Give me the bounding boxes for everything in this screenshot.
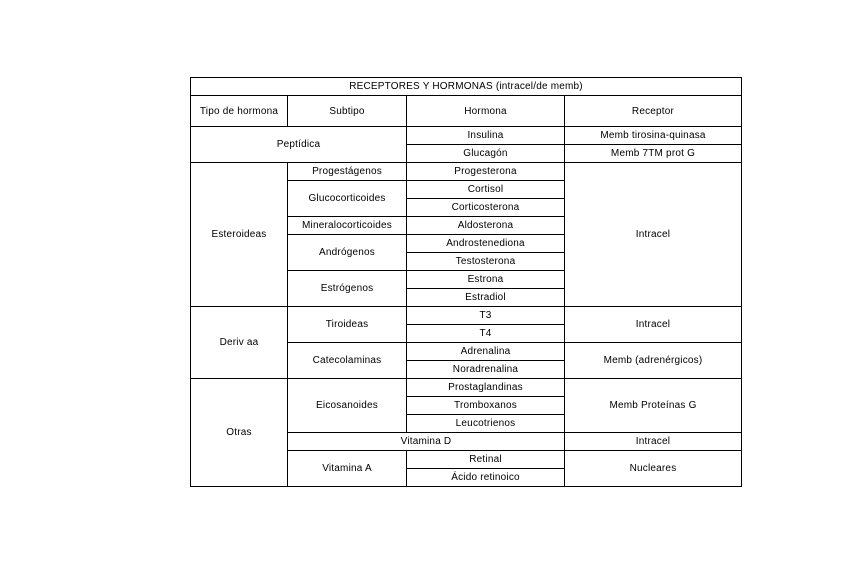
receptor-cell: Intracel	[565, 163, 742, 307]
hormona-cell: T3	[407, 307, 565, 325]
subtipo-cell: Glucocorticoides	[288, 181, 407, 217]
tipo-peptidica: Peptídica	[191, 127, 407, 163]
hormona-cell: Estradiol	[407, 289, 565, 307]
header-subtipo: Subtipo	[288, 96, 407, 127]
hormona-cell: Retinal	[407, 451, 565, 469]
table-row	[191, 307, 742, 325]
receptor-cell: Intracel	[565, 307, 742, 343]
receptor-cell: Memb Proteínas G	[565, 379, 742, 433]
header-tipo: Tipo de hormona	[191, 96, 288, 127]
subtipo-cell: Vitamina A	[288, 451, 407, 487]
hormona-cell: Testosterona	[407, 253, 565, 271]
hormona-cell: Progesterona	[407, 163, 565, 181]
table-row	[191, 127, 742, 145]
subtipo-cell: Mineralocorticoides	[288, 217, 407, 235]
table-title-row	[191, 78, 742, 96]
receptor-cell: Memb (adrenérgicos)	[565, 343, 742, 379]
hormona-cell: Estrona	[407, 271, 565, 289]
receptor-cell: Memb 7TM prot G	[565, 145, 742, 163]
subtipo-cell: Tiroideas	[288, 307, 407, 343]
hormona-cell: Aldosterona	[407, 217, 565, 235]
table-row	[191, 379, 742, 397]
hormona-cell: Ácido retinoico	[407, 469, 565, 487]
receptor-cell: Memb tirosina-quinasa	[565, 127, 742, 145]
header-row	[191, 96, 742, 127]
hormona-cell: Adrenalina	[407, 343, 565, 361]
hormona-cell: Insulina	[407, 127, 565, 145]
subtipo-cell: Progestágenos	[288, 163, 407, 181]
table-row	[191, 163, 742, 181]
subtipo-cell: Andrógenos	[288, 235, 407, 271]
hormona-cell: Androstenediona	[407, 235, 565, 253]
hormona-cell: Noradrenalina	[407, 361, 565, 379]
hormone-receptor-table	[190, 77, 742, 487]
tipo-deriv-aa: Deriv aa	[191, 307, 288, 379]
header-receptor: Receptor	[565, 96, 742, 127]
table-title: RECEPTORES Y HORMONAS (intracel/de memb)	[191, 78, 742, 96]
hormona-cell: T4	[407, 325, 565, 343]
receptor-cell: Nucleares	[565, 451, 742, 487]
header-hormona: Hormona	[407, 96, 565, 127]
hormona-cell: Glucagón	[407, 145, 565, 163]
subtipo-cell: Catecolaminas	[288, 343, 407, 379]
hormona-cell: Leucotrienos	[407, 415, 565, 433]
hormona-cell: Prostaglandinas	[407, 379, 565, 397]
hormona-cell: Cortisol	[407, 181, 565, 199]
tipo-otras: Otras	[191, 379, 288, 487]
subtipo-cell: Estrógenos	[288, 271, 407, 307]
subtipo-cell: Eicosanoides	[288, 379, 407, 433]
subtipo-vitamina-d: Vitamina D	[288, 433, 565, 451]
receptor-cell: Intracel	[565, 433, 742, 451]
hormona-cell: Tromboxanos	[407, 397, 565, 415]
tipo-esteroideas: Esteroideas	[191, 163, 288, 307]
hormona-cell: Corticosterona	[407, 199, 565, 217]
